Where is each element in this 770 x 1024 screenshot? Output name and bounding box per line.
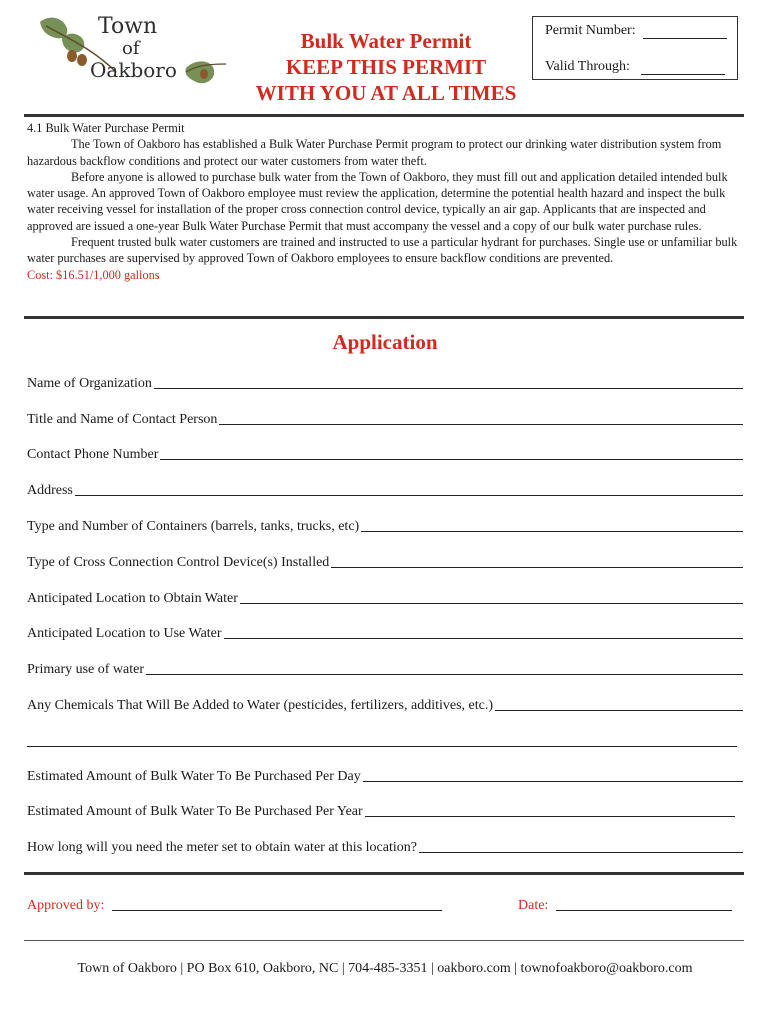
permit-number-label: Permit Number: — [545, 23, 636, 38]
footer-divider — [24, 940, 744, 941]
date-label: Date: — [518, 898, 549, 913]
field-label: Estimated Amount of Bulk Water To Be Purchased Per Year — [27, 804, 363, 819]
field-input[interactable] — [365, 816, 735, 817]
field-input[interactable] — [331, 567, 743, 568]
title-line-2: KEEP THIS PERMIT — [285, 55, 487, 79]
field-label: Type of Cross Connection Control Device(s) Installed — [27, 555, 330, 570]
field-input[interactable] — [27, 746, 737, 747]
field-address — [27, 481, 743, 499]
title-line-3: WITH YOU AT ALL TIMES — [255, 81, 517, 105]
intro-paragraph-3: Frequent trusted bulk water customers are trained and instructed to use a particular hydrant for purchases. Single use or unfamiliar bulk water purchases are supervised by approved Town of Oakboro employees to ensure backflow conditions are prevented. — [27, 235, 738, 266]
field-label: Title and Name of Contact Person — [27, 412, 218, 427]
application-divider — [24, 872, 744, 875]
intro-divider — [24, 316, 744, 319]
intro-paragraph-2: Before anyone is allowed to purchase bulk water from the Town of Oakboro, they must fill out and application detailed intended bulk water usage. An approved Town of Oakboro employee must review the application, determine the potential health hazard and inspect the bulk water receiving vessel for installation of the proper cross connection control device, typically an air gap. Applicants that are inspected and approved are issued a one-year Bulk Water Purchase Permit that must accompany the vessel and a copy of our bulk water purchase rules. — [27, 169, 728, 233]
field-amount-per-day — [27, 767, 743, 785]
approved-by-row — [27, 896, 442, 914]
approved-by-label: Approved by: — [27, 898, 105, 913]
town-logo — [36, 12, 246, 88]
field-label: How long will you need the meter set to obtain water at this location? — [27, 840, 417, 855]
title-line-1: Bulk Water Permit — [300, 29, 472, 53]
valid-through-row — [545, 59, 731, 75]
field-contact-phone — [27, 445, 743, 463]
field-label: Primary use of water — [27, 662, 145, 677]
field-label: Address — [27, 483, 73, 498]
field-cross-connection-device — [27, 553, 743, 571]
permit-info-box — [532, 16, 738, 80]
date-row — [518, 896, 732, 914]
intro-heading: 4.1 Bulk Water Purchase Permit — [27, 121, 185, 135]
date-field[interactable] — [556, 910, 732, 911]
field-input[interactable] — [419, 852, 743, 853]
logo-text-town: Town — [98, 14, 158, 39]
logo-text-oakboro: Oakboro — [90, 58, 177, 82]
document-title — [236, 28, 536, 106]
field-input[interactable] — [154, 388, 743, 389]
field-input[interactable] — [75, 495, 743, 496]
field-input[interactable] — [146, 674, 743, 675]
field-name-of-organization — [27, 374, 743, 392]
field-label: Anticipated Location to Obtain Water — [27, 591, 238, 606]
approved-by-field[interactable] — [112, 910, 442, 911]
logo-text-of: of — [122, 38, 140, 59]
field-label: Estimated Amount of Bulk Water To Be Purchased Per Day — [27, 769, 361, 784]
field-amount-per-year — [27, 802, 735, 820]
field-chemicals-continued — [27, 732, 737, 750]
cost-text: Cost: $16.51/1,000 gallons — [27, 267, 160, 282]
field-containers — [27, 517, 743, 535]
field-chemicals — [27, 696, 743, 714]
permit-number-field[interactable] — [643, 24, 727, 39]
field-meter-duration — [27, 838, 743, 856]
field-location-obtain — [27, 589, 743, 607]
valid-through-label: Valid Through: — [545, 59, 630, 74]
field-primary-use — [27, 660, 743, 678]
field-input[interactable] — [219, 424, 743, 425]
field-label: Name of Organization — [27, 376, 152, 391]
field-label: Any Chemicals That Will Be Added to Water (pesticides, fertilizers, additives, etc.) — [27, 698, 494, 713]
footer-contact: Town of Oakboro | PO Box 610, Oakboro, NC | 704-485-3351 | oakboro.com | townofoakboro@oakboro.com — [77, 961, 693, 976]
field-input[interactable] — [224, 638, 743, 639]
field-input[interactable] — [361, 531, 743, 532]
permit-number-row — [545, 23, 731, 39]
field-contact-person — [27, 410, 743, 428]
field-location-use — [27, 624, 743, 642]
field-input[interactable] — [363, 781, 743, 782]
field-input[interactable] — [160, 459, 743, 460]
header-divider — [24, 114, 744, 117]
field-label: Contact Phone Number — [27, 447, 159, 462]
field-input[interactable] — [495, 710, 743, 711]
field-label: Type and Number of Containers (barrels, tanks, trucks, etc) — [27, 519, 360, 534]
intro-paragraph-1: The Town of Oakboro has established a Bulk Water Purchase Permit program to protect our drinking water distribution system from hazardous backflow conditions and protect our water customers from water theft. — [27, 137, 722, 168]
valid-through-field[interactable] — [641, 60, 725, 75]
field-label: Anticipated Location to Use Water — [27, 626, 222, 641]
field-input[interactable] — [240, 603, 743, 604]
intro-section — [27, 120, 743, 283]
application-title: Application — [332, 330, 438, 354]
